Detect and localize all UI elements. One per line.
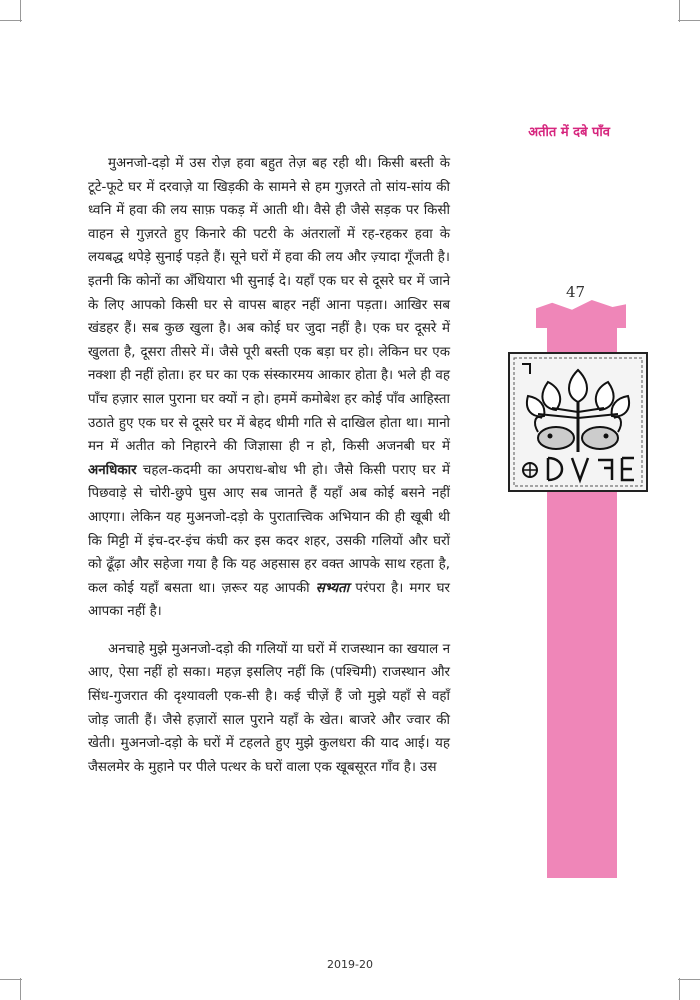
crop-mark-top-left-h [0,20,22,21]
page-number: 47 [566,283,586,301]
paragraph-1-text-a: मुअनजो-दड़ो में उस रोज़ हवा बहुत तेज़ बह रही थी। किसी बस्ती के टूटे-फूटे घर में दरवाज़े या खिड़की के सामने से हम गुज़रते तो सांय-सांय की ध्वनि में हवा की लय साफ़ पकड़ में आती थी। वैसे ही जैसे सड़क पर किसी वाहन से गुज़रते हुए किनारे की पटरी के अंतरालों में रह-रहकर हवा के लयबद्ध थपेड़े सुनाई पड़ते हैं। सूने घरों में हवा की लय और ज़्यादा गूँजती है। इतनी कि कोनों का अँधियारा भी सुनाई दे। यहाँ एक घर से दूसरे घर में जाने के लिए आपको किसी घर से वापस बाहर नहीं आना पड़ता। आखिर सब खंडहर हैं। सब कुछ खुला है। अब कोई घर जुदा नहीं है। एक घर दूसरे में खुलता है, दूसरा तीसरे में। जैसे पूरी बस्ती एक बड़ा घर हो। लेकिन घर एक नक्शा ही नहीं होता। हर घर का एक संस्कारमय आकार होता है। भले ही वह पाँच हज़ार साल पुराना घर क्यों न हो। हममें कमोबेश हर कोई पाँव आहिस्ता उठाते हुए एक घर से दूसरे घर में बेहद धीमी गति से दाखिल होता था। मानो मन में अतीत को निहारने की जिज्ञासा ही न हो, किसी अजनबी घर में [88,156,450,455]
paragraph-1-text-b: चहल-कदमी का अपराध-बोध भी हो। जैसे किसी पराए घर में पिछवाड़े से चोरी-छुपे घुस आए सब जानते हैं यहाँ अब कोई बसने नहीं आएगा। लेकिन यह मुअनजो-दड़ो के पुरातात्त्विक अभियान की ही खूबी थी कि मिट्टी में इंच-दर-इंच कंघी कर इस कदर शहर, उसकी गलियों और घरों को ढूँढ़ा और सहेजा गया है कि यह अहसास हर वक्त आपके साथ रहता है, कल कोई यहाँ बसता था। ज़रूर यह आपकी [88,462,450,596]
paragraph-1-text-c: परंपरा है। मगर घर आपका नहीं है। [88,580,450,620]
running-title: अतीत में दबे पाँव [528,125,610,140]
paragraph-2: अनचाहे मुझे मुअनजो-दड़ो की गलियों या घरों में राजस्थान का खयाल न आए, ऐसा नहीं हो सका। महज़ इसलिए नहीं कि (पश्चिमी) राजस्थान और सिंध-गुजरात की दृश्यावली एक-सी है। कई चीज़ें हैं जो मुझे यहाँ से वहाँ जोड़ जाती हैं। जैसे हज़ारों साल पुराने यहाँ के खेत। बाजरे और ज्वार की खेती। मुअनजो-दड़ो के घरों में टहलते हुए मुझे कुलधरा की याद आई। यह जैसलमेर के मुहाने पर पीले पत्थर के घरों वाला एक खूबसूरत गाँव है। उस [88,641,450,775]
body-text [88,152,450,779]
italic-term: सभ्यता [315,580,350,596]
crop-mark-bottom-left-v [20,978,21,1000]
crop-mark-bottom-left-h [0,979,22,980]
crop-mark-bottom-right-h [678,979,700,980]
indus-seal-icon [508,352,648,492]
footer-year: 2019-20 [327,958,373,971]
crop-mark-top-right-v [679,0,680,22]
paragraph-1 [88,152,450,624]
bold-term: अनधिकार [88,462,137,478]
crop-mark-top-left-v [20,0,21,22]
crop-mark-top-right-h [678,20,700,21]
crop-mark-bottom-right-v [679,978,680,1000]
